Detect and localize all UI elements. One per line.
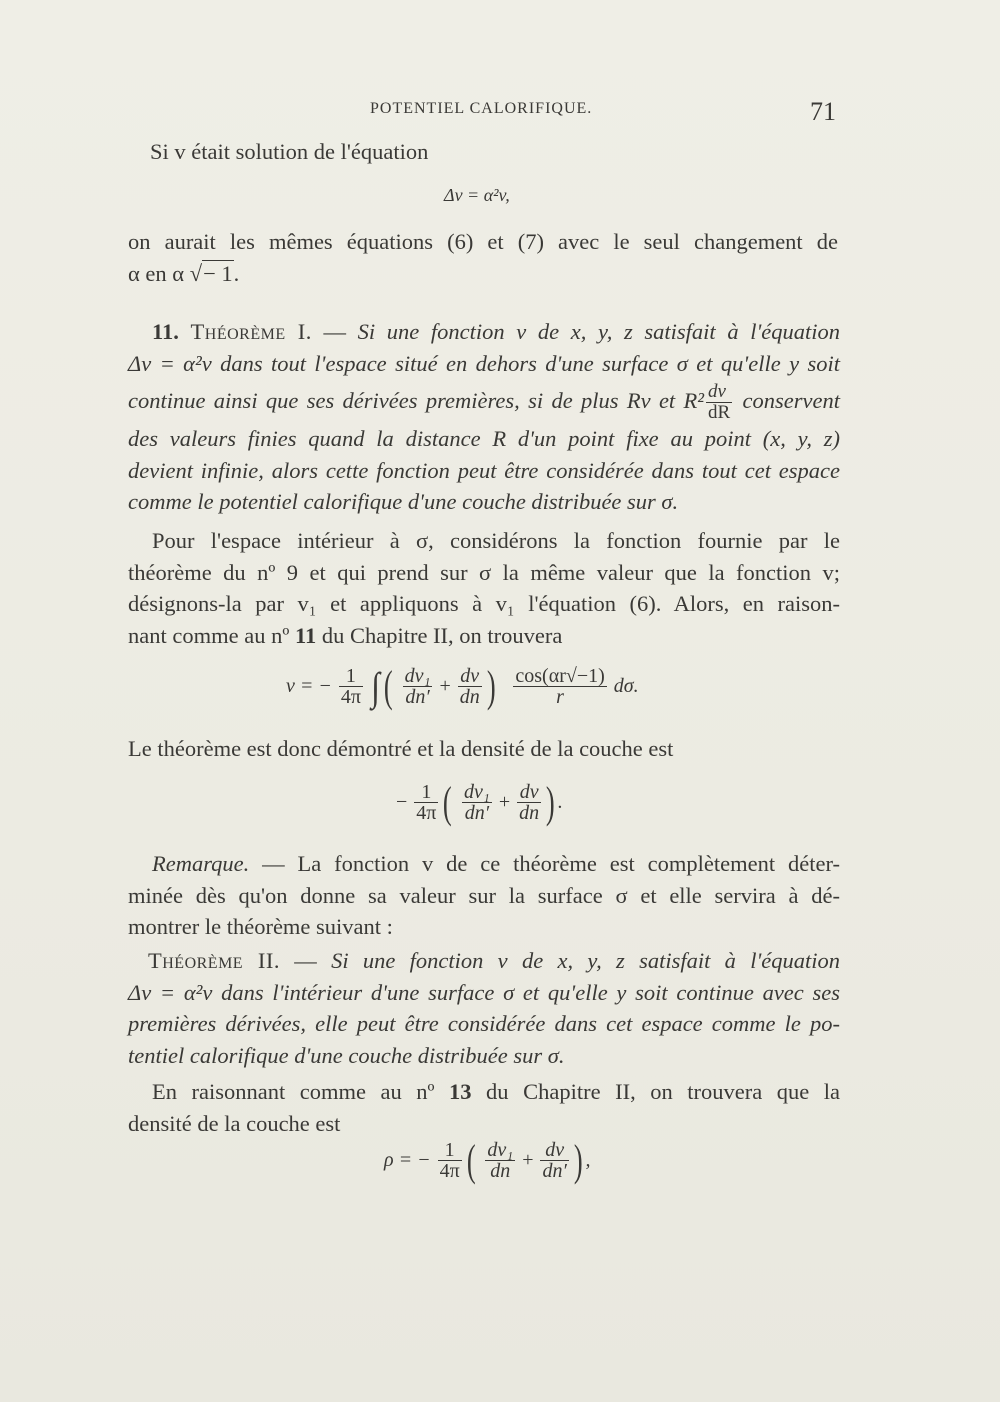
fraction-coefficient [339, 666, 363, 707]
text-line: désignons-la par v₁ et appliquons à v₁ l'équation (6). Alors, en raison- [128, 591, 840, 616]
plus-sign: + [522, 1149, 534, 1171]
eq-lhs: v = − [286, 675, 332, 697]
denominator: dn [490, 1160, 511, 1182]
dash: — [311, 319, 358, 344]
paren-right: ) [486, 661, 496, 711]
paren-right: ) [546, 777, 555, 827]
ref-number: 11 [294, 622, 317, 648]
text-line: Le théorème est donc démontré et la densité de la couche est [128, 736, 674, 761]
denominator: dn [519, 802, 540, 824]
text-line [128, 379, 840, 423]
fraction-dv1-dn [403, 666, 433, 707]
dash: — [279, 948, 332, 973]
numerator: dv₁ [404, 665, 431, 687]
theorem-text: Si une fonction v de x, y, z satisfait à l'équation [331, 948, 841, 973]
remark-label: Remarque. [152, 851, 250, 876]
paren-left: ( [383, 661, 393, 711]
denominator: 4π [416, 802, 437, 824]
theorem-text: Δv = α²v dans l'intérieur d'une surface σ et qu'elle y soit continue avec ses [128, 979, 840, 1005]
numerator: dv [540, 1140, 568, 1161]
paren-left: ( [466, 1135, 476, 1185]
paren-right: ) [573, 1135, 583, 1185]
text-fragment: nant comme au nº [128, 622, 295, 648]
sqrt-radicand: − 1 [203, 260, 233, 286]
theorem-text: premières dérivées, elle peut être considérée dans cet espace comme le po- [128, 1011, 840, 1036]
paragraph-changes [128, 226, 838, 289]
text-line: Si v était solution de l'équation [150, 139, 429, 164]
text-fragment: — La fonction v de ce théorème est complètement déter- [249, 851, 840, 876]
theorem-text: continue ainsi que ses dérivées premières, si de plus Rv et R² [128, 388, 705, 413]
plus-sign: + [498, 791, 511, 813]
fraction-coefficient [414, 782, 438, 823]
paragraph-density [128, 1076, 840, 1139]
eq-tail: dσ. [613, 675, 639, 697]
text-line [128, 258, 838, 290]
equation-laplace: Δv = α²v, [444, 185, 510, 205]
theorem-text: Si une fonction v de x, y, z satisfait à l'équation [357, 319, 841, 344]
numerator: 1 [438, 1140, 462, 1161]
theorem-label: Théorème II. [148, 948, 280, 973]
fraction-dv1-dn [485, 1140, 515, 1181]
fraction-dv-dr [706, 382, 732, 423]
paragraph-interior [128, 525, 840, 651]
ref-number: 13 [449, 1079, 472, 1104]
text-line [128, 620, 840, 652]
fraction-dv-dn [517, 782, 541, 823]
text-line [128, 1076, 840, 1108]
text-line: densité de la couche est [128, 1110, 341, 1136]
text-line: Pour l'espace intérieur à σ, considérons la fonction fournie par le [152, 528, 840, 553]
text-line: théorème du nº 9 et qui prend sur σ la même valeur que la fonction v; [128, 559, 840, 585]
denominator: dn [459, 686, 480, 708]
plus-sign: + [439, 675, 451, 697]
numerator: dv [458, 666, 482, 687]
theorem-label: Théorème I. [190, 319, 312, 344]
paragraph-intro [150, 136, 840, 168]
paren-left: ( [443, 777, 453, 827]
theorem-text: comme le potentiel calorifique d'une couche distribuée sur σ. [128, 489, 679, 515]
numerator: dv₁ [464, 781, 490, 803]
fraction-dv-dn [540, 1140, 568, 1181]
theorem-text: des valeurs finies quand la distance R d'un point fixe au point (x, y, z) [128, 426, 840, 452]
theorem-text: devient infinie, alors cette fonction peut être considérée dans tout cet espace [128, 457, 840, 483]
text-fragment: α en α [128, 260, 190, 286]
integral-sign: ∫ [371, 664, 380, 709]
text-line: montrer le théorème suivant : [128, 914, 393, 939]
numerator: cos(αr√−1) [515, 665, 605, 687]
text-fragment: du Chapitre II, on trouvera [316, 622, 563, 648]
equation-density-two [384, 1135, 591, 1185]
text-line [128, 848, 840, 880]
theorem-one [128, 316, 840, 518]
denominator: dn′ [405, 686, 430, 708]
denominator: dR [708, 402, 731, 424]
fraction-dv-dn [458, 666, 482, 707]
fraction-dv1-dn [462, 782, 492, 823]
equation-density-one [396, 777, 563, 827]
fraction-cos [513, 666, 606, 707]
denominator: dn′ [542, 1160, 567, 1182]
sqrt-symbol: √ [189, 260, 203, 286]
eq-tail: . [557, 791, 563, 813]
numerator: dv [517, 782, 541, 803]
page-number: 71 [810, 97, 836, 126]
theorem-text: Δv = α²v dans tout l'espace situé en dehors d'une surface σ et qu'elle y soit [128, 350, 840, 376]
text-fragment: du Chapitre II, on trouvera que la [471, 1079, 840, 1104]
text-fragment: . [233, 260, 240, 286]
denominator: 4π [439, 1160, 460, 1182]
section-number: 11. [152, 319, 179, 344]
fraction-coefficient [438, 1140, 462, 1181]
numerator: 1 [339, 666, 363, 687]
eq-tail: , [585, 1149, 591, 1171]
theorem-text: conservent [742, 388, 841, 413]
text-line: on aurait les mêmes équations (6) et (7) avec le seul changement de [128, 229, 838, 254]
equation-potential [286, 663, 639, 710]
remark [128, 848, 840, 943]
numerator: dv₁ [487, 1139, 514, 1161]
eq-lhs: − [396, 791, 408, 813]
denominator: r [556, 686, 564, 708]
text-line [128, 945, 840, 977]
denominator: 4π [340, 686, 361, 708]
numerator: dv [706, 382, 732, 403]
text-fragment: En raisonnant comme au nº [152, 1079, 450, 1104]
denominator: dn′ [464, 802, 490, 824]
text-line: minée dès qu'on donne sa valeur sur la surface σ et elle servira à dé- [128, 882, 840, 908]
theorem-text: tentiel calorifique d'une couche distribuée sur σ. [128, 1042, 565, 1068]
paragraph-conclusion [128, 733, 840, 765]
eq-lhs: ρ = − [384, 1149, 431, 1171]
running-title: POTENTIEL CALORIFIQUE. [370, 100, 593, 117]
numerator: 1 [414, 782, 438, 803]
text-line [128, 316, 840, 348]
theorem-two [128, 945, 840, 1071]
